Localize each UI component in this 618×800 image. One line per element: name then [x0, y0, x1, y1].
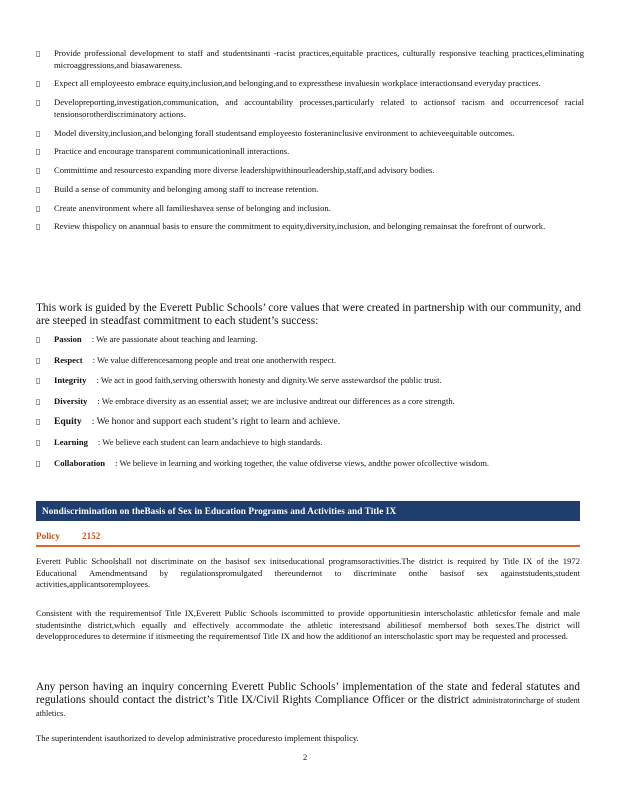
- bullet-glyph: ▯: [36, 128, 41, 138]
- bullet-glyph: ▯: [36, 203, 41, 213]
- core-value-term: Collaboration: [54, 457, 106, 468]
- core-value-term: Diversity: [54, 395, 88, 406]
- core-value-item: [36, 355, 584, 366]
- bullet-glyph: ▯: [36, 458, 41, 468]
- section-banner: [36, 501, 580, 521]
- bullet-glyph: ▯: [36, 49, 41, 58]
- bullet-glyph: ▯: [36, 355, 41, 365]
- core-value-item: [36, 416, 584, 427]
- list-item-text: Build a sense of community and belonging among staff to increase retention.: [54, 183, 319, 194]
- bullet-glyph: ▯: [36, 166, 41, 176]
- policy-number: 2152: [81, 531, 101, 541]
- core-value-desc: : We honor and support each student’s right to learn and achieve.: [91, 416, 341, 428]
- core-value-term: Integrity: [54, 375, 87, 386]
- list-item-text: Model diversity,inclusion,and belonging forall studentsand employeesto fosteraninclusive environment to achieveequitable outcomes.: [54, 127, 515, 138]
- core-value-term: Respect: [54, 354, 83, 365]
- bullet-glyph: ▯: [36, 98, 41, 108]
- core-values-list: [36, 334, 584, 478]
- core-value-desc: : We value differencesamong people and treat one anotherwith respect.: [92, 354, 336, 365]
- bullet-glyph: ▯: [36, 79, 41, 89]
- paragraph: Consistent with the requirementsof Title IX,Everett Public Schools iscommitted to provide opportunitiesin interscholastic athleticsfor female and male studentsinthe district,which equally and effectively accommodate the athletic interestsand abilitiesof membersof both sexes.The district will developprocedures to determine if itismeeting the requirementsof Title IX and how the additionof an interscholastic sport may be requested and processed.: [36, 608, 580, 642]
- core-value-item: [36, 437, 584, 448]
- policy-heading: [36, 531, 100, 541]
- core-value-term: Learning: [54, 436, 88, 447]
- list-item: [36, 128, 584, 140]
- list-item: [36, 78, 584, 90]
- bullet-glyph: ▯: [36, 396, 41, 406]
- policy-label: Policy: [36, 531, 60, 541]
- page-number: 2: [303, 752, 308, 762]
- bullet-glyph: ▯: [36, 184, 41, 194]
- core-value-desc: : We act in good faith,serving otherswith honesty and dignity.We serve asstewardsof the public trust.: [96, 375, 442, 386]
- list-item: [36, 221, 584, 233]
- list-item: [36, 203, 584, 215]
- list-item-text: Developreporting,investigation,communication, and accountability processes,particularly related to actionsof racism and occurrencesof racial tensionsorotherdiscriminatory actions.: [54, 97, 584, 119]
- list-item-text: Committime and resourcesto expanding more diverse leadershipwithinourleadership,staff,and advisory bodies.: [54, 165, 435, 176]
- list-item-text: Provide professional development to staff and studentsinanti -racist practices,equitable practices, culturally responsive teaching practices,eliminating microaggressions,and biasawareness.: [54, 48, 584, 70]
- inquiry-paragraph: [36, 681, 580, 721]
- bullet-glyph: ▯: [36, 147, 41, 157]
- core-value-desc: : We believe each student can learn andachieve to high standards.: [97, 436, 323, 447]
- list-item: [36, 146, 584, 158]
- closing-paragraph: The superintendent isauthorized to develop administrative proceduresto implement thispolicy.: [36, 733, 359, 743]
- bullet-glyph: ▯: [36, 417, 41, 427]
- core-value-item: [36, 396, 584, 407]
- list-item-text: Create anenvironment where all familieshavea sense of belonging and inclusion.: [54, 202, 331, 213]
- inquiry-tail: administratorincharge of student athletics.: [36, 695, 580, 719]
- core-value-desc: : We embrace diversity as an essential asset; we are inclusive andtreat our differences as a core strength.: [97, 395, 455, 406]
- bullet-glyph: ▯: [36, 222, 41, 232]
- core-values-intro: This work is guided by the Everett Public Schools’ core values that were created in partnership with our community, and are steeped in steadfast commitment to each student’s success:: [36, 302, 581, 328]
- list-item-text: Expect all employeesto embrace equity,inclusion,and belonging,and to expressthese invaluesin workplace interactionsand everyday practices.: [54, 78, 541, 89]
- commitment-list: [36, 48, 584, 240]
- core-value-item: [36, 334, 584, 345]
- core-value-desc: : We are passionate about teaching and learning.: [91, 334, 258, 344]
- list-item: [36, 97, 584, 120]
- core-value-item: [36, 375, 584, 386]
- list-item: [36, 165, 584, 177]
- inquiry-text: Any person having an inquiry concerning Everett Public Schools’ implementation of the state and federal statutes and regulations should contact the district’s Title IX/Civil Rights Compliance Officer or the district: [36, 681, 580, 706]
- list-item: [36, 48, 584, 71]
- core-value-item: [36, 458, 584, 469]
- core-value-term: Passion: [54, 334, 82, 344]
- bullet-glyph: ▯: [36, 437, 41, 447]
- bullet-glyph: ▯: [36, 335, 41, 344]
- paragraph: Everett Public Schoolshall not discriminate on the basisof sex initseducational programsoractivities.The district is required by Title IX of the 1972 Educational Amendmentsand by regulationspromulgated thereundernot to discriminate onthe basisof sex againststudents,student activities,applicantsoremployees.: [36, 556, 580, 590]
- list-item: [36, 184, 584, 196]
- list-item-text: Review thispolicy on anannual basis to ensure the commitment to equity,diversity,inclusion, and belonging remainsat the forefront of ourwork.: [54, 221, 546, 232]
- core-value-term: Equity: [54, 416, 82, 428]
- section-title: Nondiscrimination on theBasis of Sex in Education Programs and Activities and Title IX: [42, 506, 397, 516]
- divider: [36, 545, 580, 547]
- list-item-text: Practice and encourage transparent communicationinall interactions.: [54, 146, 290, 157]
- bullet-glyph: ▯: [36, 376, 41, 386]
- core-value-desc: : We believe in learning and working together, the value ofdiverse views, andthe power ofcollective wisdom.: [115, 457, 490, 468]
